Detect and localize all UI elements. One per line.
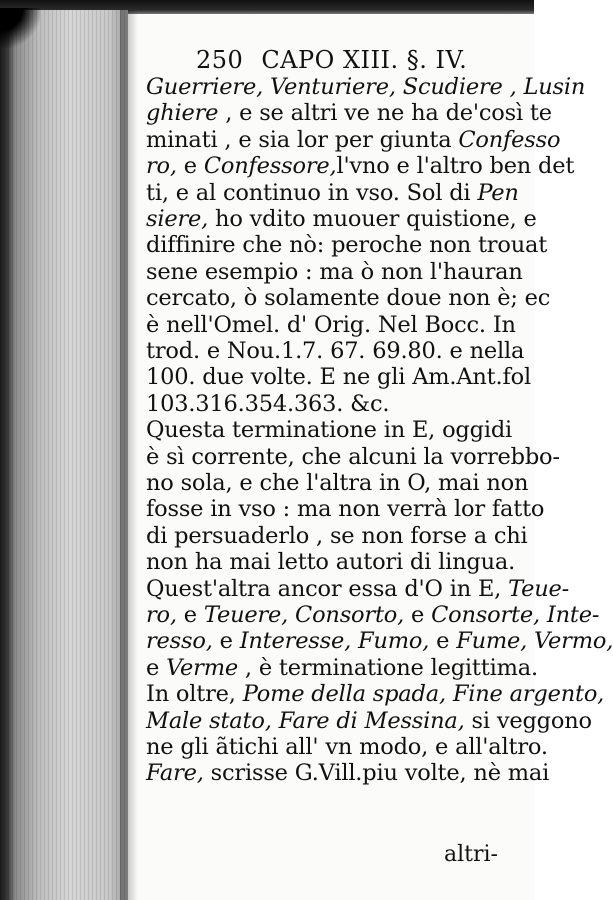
- text-line: [146, 551, 515, 574]
- text-line: [146, 366, 531, 389]
- corner-shadow: [0, 8, 40, 48]
- catchword: altri-: [444, 842, 498, 867]
- text-line: [146, 179, 519, 206]
- text-line: [146, 419, 512, 442]
- text-line: [146, 208, 537, 231]
- text-run: Questa terminatione in E, oggidi: [146, 417, 513, 444]
- italic-run: Male stato, Fare di Messina,: [146, 707, 465, 734]
- text-run: 100. due volte. E ne gli Am.Ant.fol: [146, 364, 531, 391]
- text-line: [146, 258, 523, 285]
- italic-run: Fare,: [146, 760, 204, 787]
- text-run: e: [404, 602, 432, 628]
- italic-run: Confessore,: [203, 153, 337, 180]
- italic-run: Pome della spada, Fine argento,: [242, 681, 605, 708]
- text-line: [146, 287, 550, 310]
- text-run: ho vdito muouer quistione, e: [208, 206, 537, 232]
- text-run: e: [429, 628, 457, 655]
- text-run: In oltre,: [146, 681, 243, 708]
- text-line: [146, 762, 549, 785]
- text-run: l'vno e l'altro ben det: [336, 153, 575, 180]
- text-line: [146, 340, 524, 363]
- text-run: ti, e al continuo in vso. Sol di: [146, 179, 478, 206]
- text-line: [146, 498, 544, 521]
- text-line: [146, 443, 560, 470]
- text-line: [146, 736, 548, 759]
- italic-run: ro,: [146, 602, 177, 628]
- page-number: 250: [196, 46, 244, 74]
- text-line: [146, 76, 585, 99]
- text-run: e: [146, 654, 167, 681]
- text-run: di persuaderlo , se non forse a chi: [146, 522, 528, 549]
- italic-run: ghiere: [146, 100, 219, 127]
- text-run: è nell'Omel. d' Orig. Nel Bocc. In: [146, 311, 516, 338]
- text-run: cercato, ò solamente doue non è; ec: [146, 285, 551, 312]
- text-run: no sola, e che l'altra in O, mai non: [146, 470, 529, 496]
- running-header: [196, 48, 467, 72]
- text-run: , e se altri ve ne ha de'così te: [218, 100, 552, 127]
- text-run: Quest'altra ancor essa d'O in E,: [146, 575, 509, 602]
- italic-run: Teue-: [508, 575, 570, 602]
- text-run: 103.316.354.363. &c.: [146, 390, 390, 417]
- text-line: [146, 630, 613, 653]
- italic-run: Guerriere, Venturiere, Scudiere , Lusin: [146, 74, 586, 100]
- text-run: diffinire che nò: peroche non trouat: [146, 232, 548, 259]
- printed-page: [132, 14, 613, 900]
- text-line: [146, 654, 538, 681]
- text-run: e: [176, 153, 204, 180]
- italic-run: Consorte, Inte-: [431, 602, 600, 628]
- text-run: e: [176, 602, 204, 628]
- text-line: [146, 155, 574, 178]
- text-run: e: [212, 628, 240, 655]
- italic-run: Fume, Vermo,: [456, 628, 613, 655]
- text-run: ne gli ãtichi all' vn modo, e all'altro.: [146, 734, 548, 760]
- text-line: [146, 575, 570, 602]
- text-line: [146, 234, 547, 257]
- text-run: si veggono: [464, 707, 592, 734]
- italic-run: ro,: [146, 153, 177, 180]
- italic-run: siere,: [146, 206, 209, 232]
- italic-run: Pen: [477, 179, 519, 206]
- text-run: non ha mai letto autori di lingua.: [146, 549, 516, 576]
- italic-run: Teuere, Consorto,: [203, 602, 405, 628]
- text-run: fosse in vso : ma non verrà lor fatto: [146, 496, 545, 523]
- text-line: [146, 683, 604, 706]
- text-run: è sì corrente, che alcuni la vorrebbo-: [146, 443, 560, 470]
- text-line: [146, 102, 552, 125]
- text-line: [146, 126, 561, 153]
- text-line: [146, 604, 599, 627]
- text-line: [146, 472, 528, 495]
- text-run: sene esempio : ma ò non l'hauran: [146, 258, 523, 285]
- running-head-title: CAPO XIII. §. IV.: [261, 46, 468, 74]
- text-run: scrisse G.Vill.piu volte, nè mai: [203, 760, 550, 787]
- italic-run: Confesso: [458, 126, 561, 153]
- text-run: , è terminatione legittima.: [237, 654, 538, 681]
- text-line: [146, 707, 592, 734]
- text-run: minati , e sia lor per giunta: [146, 126, 459, 153]
- italic-run: Interesse, Fumo,: [239, 628, 430, 655]
- page-block-edge: [0, 10, 128, 900]
- text-run: trod. e Nou.1.7. 67. 69.80. e nella: [146, 338, 525, 364]
- italic-run: resso,: [146, 628, 213, 655]
- text-line: [146, 522, 528, 549]
- italic-run: Verme: [166, 654, 238, 681]
- text-line: [146, 390, 390, 417]
- text-line: [146, 311, 516, 338]
